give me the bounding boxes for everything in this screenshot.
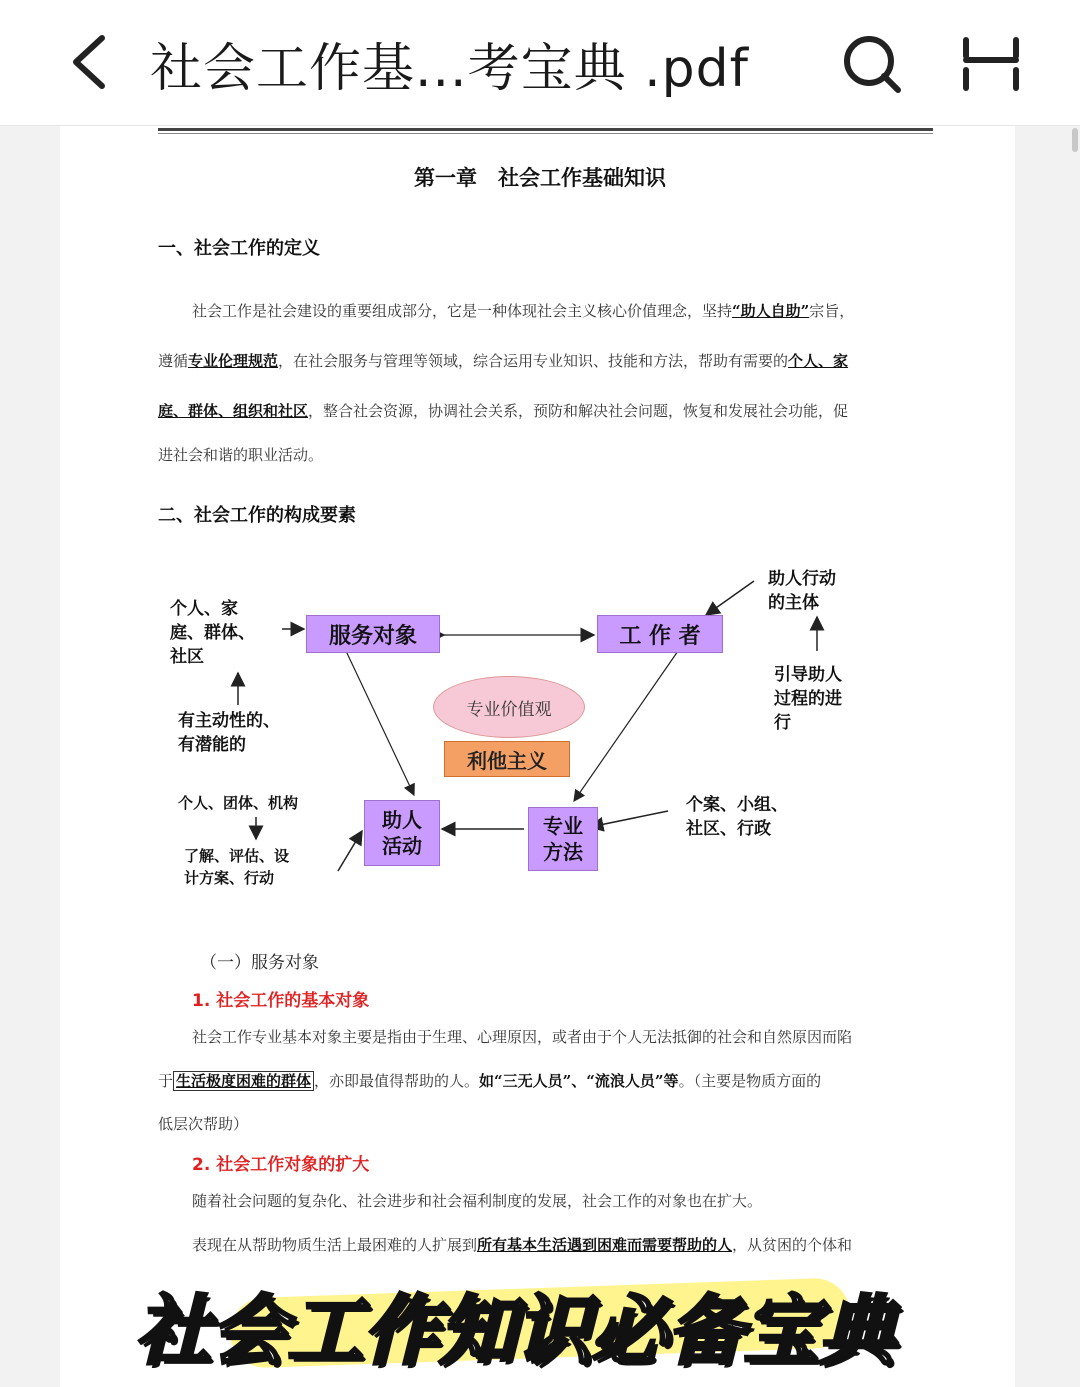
- section-heading-elements: 二、社会工作的构成要素: [158, 505, 356, 526]
- chevron-left-icon[interactable]: [66, 32, 116, 92]
- document-title: 社会工作基...考宝典 .pdf: [150, 39, 749, 99]
- label-active: 有主动性的、 有潜能的: [178, 711, 280, 755]
- elements-diagram: [150, 555, 940, 910]
- label-organizations: 个人、团体、机构: [178, 794, 299, 812]
- paragraph-line: 进社会和谐的职业活动。: [158, 446, 324, 464]
- paragraph-line: 遵循专业伦理规范，在社会服务与管理等领域，综合运用专业知识、技能和方法，帮助有需要的个人、家: [158, 352, 849, 370]
- scrollbar[interactable]: [1072, 128, 1078, 152]
- value-ellipse: 专业价值观: [433, 676, 585, 738]
- label-guide: 引导助人 过程的进 行: [774, 665, 842, 733]
- subsection-heading-service-target: （一）服务对象: [200, 953, 319, 973]
- paragraph-line: 社会工作是社会建设的重要组成部分，它是一种体现社会主义核心价值理念，坚持“助人自助”宗旨，: [192, 302, 855, 320]
- label-methods: 个案、小组、 社区、行政: [686, 795, 788, 839]
- paragraph-line: 庭、群体、组织和社区，整合社会资源，协调社会关系，预防和解决社会问题，恢复和发展社会功能，促: [158, 402, 849, 420]
- search-icon[interactable]: [842, 34, 902, 94]
- label-steps: 了解、评估、设 计方案、行动: [184, 847, 290, 887]
- paragraph-line: 表现在从帮助物质生活上最困难的人扩展到所有基本生活遇到困难而需要帮助的人，从贫困的个体和: [192, 1236, 853, 1254]
- overlay-caption: 社会工作知识必备宝典: [135, 1286, 895, 1375]
- chapter-title: 第一章 社会工作基础知识: [414, 165, 666, 190]
- red-heading-basic-target: 1. 社会工作的基本对象: [192, 991, 370, 1011]
- label-subject: 助人行动 的主体: [768, 569, 836, 613]
- node-worker: 工 作 者: [597, 615, 723, 653]
- red-heading-target-expansion: 2. 社会工作对象的扩大: [192, 1155, 370, 1175]
- page-top-rule: [158, 128, 933, 131]
- label-targets: 个人、家 庭、群体、 社区: [170, 599, 255, 667]
- section-heading-definition: 一、社会工作的定义: [158, 238, 320, 259]
- paragraph-line: 低层次帮助）: [158, 1115, 249, 1133]
- altruism-box: 利他主义: [444, 741, 570, 777]
- page-top-rule-thin: [158, 133, 933, 134]
- top-bar: [0, 0, 1080, 126]
- paragraph-line: 于 生活极度困难的群体 ，亦即最值得帮助的人。如“三无人员”、“流浪人员”等。（主要是物质方面的: [158, 1072, 822, 1090]
- paragraph-line: 社会工作专业基本对象主要是指由于生理、心理原因，或者由于个人无法抵御的社会和自然原因而陷: [192, 1028, 853, 1046]
- node-helping-activity: 助人 活动: [364, 800, 440, 866]
- node-service-target: 服务对象: [306, 615, 440, 653]
- menu-icon[interactable]: [960, 36, 1022, 92]
- node-professional-method: 专业 方法: [528, 807, 598, 871]
- paragraph-line: 随着社会问题的复杂化、社会进步和社会福利制度的发展，社会工作的对象也在扩大。: [192, 1192, 763, 1210]
